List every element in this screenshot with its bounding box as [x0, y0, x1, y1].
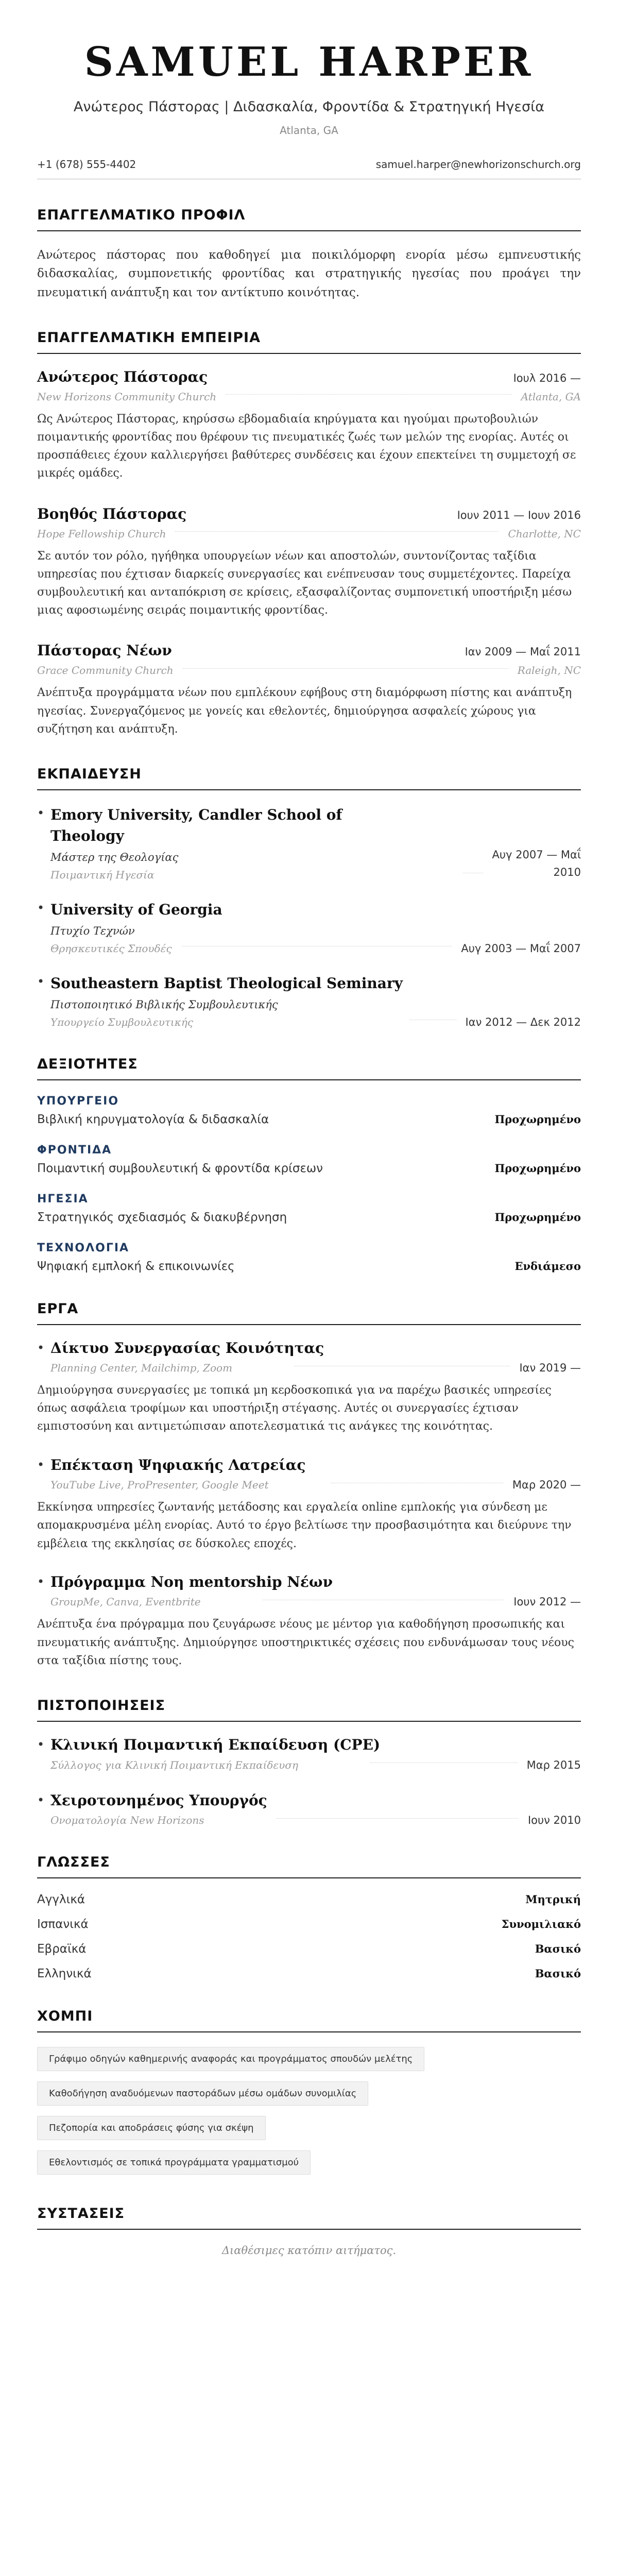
dotted-leader — [370, 1762, 518, 1763]
candidate-tagline: Ανώτερος Πάστορας | Διδασκαλία, Φροντίδα & Στρατηγική Ηγεσία — [73, 98, 545, 115]
project-name: Πρόγραμμα Nοη mentorship Νέων — [50, 1573, 333, 1590]
bullet-icon: • — [37, 1457, 45, 1472]
language-level: Μητρική — [525, 1893, 581, 1906]
skill-name: Στρατηγικός σχεδιασμός & διακυβέρνηση — [37, 1210, 287, 1224]
section-title: ΕΠΑΓΓΕΛΜΑΤΙΚΟ ΠΡΟΦΙΛ — [37, 207, 581, 231]
skill-level: Προχωρημένο — [494, 1210, 581, 1224]
language-name: Ισπανικά — [37, 1918, 89, 1931]
job-title: Βοηθός Πάστορας — [37, 505, 187, 522]
section-title: ΕΚΠΑΙΔΕΥΣΗ — [37, 766, 581, 790]
education-dates — [492, 846, 581, 881]
hobby-tag: Πεζοπορία και αποδράσεις φύσης για σκέψη — [37, 2116, 266, 2140]
language-name: Εβραϊκά — [37, 1942, 87, 1956]
certification-date: Ιουν 2010 — [527, 1814, 581, 1827]
section-title: ΣΥΣΤΑΣΕΙΣ — [37, 2206, 581, 2230]
language-level: Βασικό — [535, 1942, 581, 1956]
education-dates: Ιαν 2012 — Δεκ 2012 — [465, 1015, 581, 1028]
certifications-section — [37, 1698, 581, 1826]
skill-name: Βιβλική κηρυγματολογία & διδασκαλία — [37, 1112, 269, 1126]
profile-section — [37, 207, 581, 302]
project-dates: Ιαν 2019 — — [519, 1362, 581, 1375]
skill-group — [37, 1193, 581, 1224]
candidate-name: SAMUEL HARPER — [84, 39, 534, 86]
project-description: Ανέπτυξα ένα πρόγραμμα που ζευγάρωσε νέους με μέντορ για καθοδήγηση προσωπικής και πνευματικής ανάπτυξης. Δημιούργησε υποστηρικτικές σχέσεις που ενδυνάμωσαν τους νέους στα ταξίδια πίστης τους. — [37, 1618, 574, 1667]
certification-name: Κλινική Ποιμαντική Εκπαίδευση (CPE) — [50, 1736, 381, 1753]
skill-group — [37, 1095, 581, 1126]
phone-number[interactable]: +1 (678) 555-4402 — [37, 158, 136, 171]
degree: Μάστερ της Θεολογίας — [50, 851, 179, 864]
skill-level: Ενδιάμεσο — [514, 1259, 581, 1273]
job-organization: Hope Fellowship Church — [37, 527, 166, 540]
skill-level: Προχωρημένο — [494, 1112, 581, 1126]
job-organization: Grace Community Church — [37, 664, 174, 677]
field-of-study: Ποιμαντική Ηγεσία — [50, 869, 154, 882]
profile-text: Ανώτερος πάστορας που καθοδηγεί μια ποικιλόμορφη ενορία μέσω εμπνευστικής διδασκαλίας, συμπονετικής φροντίδας και στρατηγικής ηγεσίας που προάγει την πνευματική ανάπτυξη και τον αντίκτυπο κοινότητας. — [37, 248, 581, 299]
skill-category: ΦΡΟΝΤΙΔΑ — [37, 1143, 112, 1157]
school-name: Emory University, Candler School of Theology — [50, 806, 342, 844]
project-name: Δίκτυο Συνεργασίας Κοινότητας — [50, 1339, 324, 1357]
certification-entry — [37, 1792, 581, 1827]
hobby-tag: Εθελοντισμός σε τοπικά προγράμματα γραμματισμού — [37, 2150, 311, 2175]
school-name: University of Georgia — [50, 901, 222, 919]
dotted-leader — [183, 668, 508, 669]
skill-group — [37, 1144, 581, 1175]
section-title: ΕΡΓΑ — [37, 1301, 581, 1325]
language-name: Αγγλικά — [37, 1893, 85, 1907]
projects-section — [37, 1301, 581, 1670]
job-dates: Ιουν 2011 — Ιουν 2016 — [457, 509, 581, 521]
skill-category: ΤΕΧΝΟΛΟΓΙΑ — [37, 1241, 130, 1255]
project-tools: GroupMe, Canva, Eventbrite — [50, 1596, 201, 1608]
section-title: ΔΕΞΙΟΤΗΤΕΣ — [37, 1056, 581, 1080]
job-entry — [37, 642, 581, 738]
certification-date: Μαρ 2015 — [526, 1758, 581, 1771]
school-name: Southeastern Baptist Theological Seminary — [50, 974, 403, 992]
education-entry — [37, 805, 581, 881]
field-of-study: Υπουργείο Συμβουλευτικής — [50, 1015, 194, 1028]
job-title: Ανώτερος Πάστορας — [37, 368, 208, 385]
email-address[interactable]: samuel.harper@newhorizonschurch.org — [375, 158, 581, 171]
degree: Πιστοποιητικό Βιβλικής Συμβουλευτικής — [50, 998, 278, 1011]
education-entry — [37, 973, 581, 1028]
education-date-end: 2010 — [553, 866, 581, 878]
certification-name: Χειροτονημένος Υπουργός — [50, 1791, 267, 1809]
section-title: ΠΙΣΤΟΠΟΙΗΣΕΙΣ — [37, 1698, 581, 1722]
skill-name: Ψηφιακή εμπλοκή & επικοινωνίες — [37, 1259, 235, 1273]
bullet-icon: • — [37, 1574, 45, 1589]
bullet-icon: • — [37, 1737, 45, 1752]
candidate-location: Atlanta, GA — [280, 124, 338, 137]
references-note: Διαθέσιμες κατόπιν αιτήματος. — [221, 2244, 397, 2257]
job-description: Ως Ανώτερος Πάστορας, κηρύσσω εβδομαδιαία κηρύγματα και ηγούμαι πρωτοβουλιών ποιμαντικής φροντίδας που θρέφουν τις πνευματικές ζωές των μελών της ενορίας. Αυτές οι προσπάθειες έχουν καλλιεργήσει βαθύτερες συνδέσεις και έχουν επεκτείνει τη συμμετοχή σε μικρές ομάδες. — [37, 412, 576, 480]
project-description: Εκκίνησα υπηρεσίες ζωντανής μετάδοσης και εργαλεία online εμπλοκής για σύνδεση με απομακρυσμένα μέλη ενορίας. Αυτό το έργο βελτίωσε την προσβασιμότητα και διεύρυνε την εμβέλεια της εκκλησίας σε δύσκολες εποχές. — [37, 1501, 572, 1550]
job-dates: Ιουλ 2016 — — [513, 371, 581, 384]
job-location: Atlanta, GA — [521, 390, 581, 403]
skill-category: ΗΓΕΣΙΑ — [37, 1192, 89, 1206]
job-description: Ανέπτυξα προγράμματα νέων που εμπλέκουν εφήβους στη διαμόρφωση πίστης και ανάπτυξη ηγεσίας. Συνεργαζόμενος με γονείς και εθελοντές, δημιούργησα ασφαλείς χώρους για συζήτηση και ανάπτυξη. — [37, 686, 572, 736]
section-title: ΧΟΜΠΙ — [37, 2008, 581, 2032]
skill-category: ΥΠΟΥΡΓΕΙΟ — [37, 1094, 119, 1108]
contact-row — [37, 158, 581, 179]
job-location: Charlotte, NC — [508, 527, 581, 540]
references-section — [37, 2206, 581, 2257]
certification-issuer: Σύλλογος για Κλινική Ποιμαντική Εκπαίδευση — [50, 1758, 298, 1771]
project-tools: YouTube Live, ProPresenter, Google Meet — [50, 1479, 269, 1492]
education-date-start: Αυγ 2007 — Μαΐ — [492, 849, 581, 861]
dotted-leader — [226, 394, 511, 395]
job-entry — [37, 505, 581, 620]
language-row — [37, 1942, 581, 1956]
project-tools: Planning Center, Mailchimp, Zoom — [50, 1362, 233, 1375]
degree: Πτυχίο Τεχνών — [50, 924, 135, 937]
language-name: Ελληνικά — [37, 1967, 92, 1981]
experience-section — [37, 330, 581, 738]
skills-section — [37, 1056, 581, 1273]
bullet-icon: • — [37, 1340, 45, 1355]
job-entry — [37, 368, 581, 483]
skill-name: Ποιμαντική συμβουλευτική & φροντίδα κρίσεων — [37, 1161, 323, 1175]
language-level: Συνομιλιακό — [501, 1918, 581, 1931]
education-entry — [37, 900, 581, 955]
project-entry — [37, 1340, 581, 1436]
hobby-tag: Γράφιμο οδηγών καθημερινής αναφοράς και προγράμματος σπουδών μελέτης — [37, 2047, 424, 2071]
hobbies-section — [37, 2008, 581, 2185]
job-title: Πάστορας Νέων — [37, 642, 172, 659]
job-organization: New Horizons Community Church — [37, 390, 217, 403]
job-location: Raleigh, NC — [517, 664, 581, 677]
dotted-leader — [175, 531, 499, 532]
project-entry — [37, 1573, 581, 1670]
project-name: Επέκταση Ψηφιακής Λατρείας — [50, 1456, 306, 1473]
bullet-icon: • — [37, 974, 45, 989]
language-row — [37, 1918, 581, 1931]
certification-issuer: Ονοματολογία New Horizons — [50, 1814, 204, 1827]
language-row — [37, 1967, 581, 1980]
project-description: Δημιούργησα συνεργασίες με τοπικά μη κερδοσκοπικά για να παρέχω βασικές υπηρεσίες όπως ασφάλεια τροφίμων και υποστήριξη στέγασης. Αυτές οι συνεργασίες έχτισαν εμπιστοσύνη και αντιμετώπισαν αποτελεσματικά τις ανάγκες της κοινότητας. — [37, 1384, 552, 1433]
project-entry — [37, 1456, 581, 1553]
skill-group — [37, 1242, 581, 1273]
project-dates: Μαρ 2020 — — [512, 1479, 581, 1492]
dotted-leader — [277, 1818, 519, 1819]
hobby-tag: Καθοδήγηση αναδυόμενων παστοράδων μέσω ομάδων συνομιλίας — [37, 2081, 368, 2106]
education-section — [37, 766, 581, 1028]
job-description: Σε αυτόν τον ρόλο, ηγήθηκα υπουργείων νέων και αποστολών, συντονίζοντας ταξίδια υπηρεσίας που έχτισαν διαρκείς συνεργασίες και ενέπνευσαν τους συμμετέχοντες. Παρείχα συμβουλευτική και ανταπόκριση σε κρίσεις, εξασφαλίζοντας συμπονετική υποστήριξη μέσω μιας αφοσιωμένης σειράς ποιμαντικής φροντίδας. — [37, 549, 572, 617]
project-dates: Ιουν 2012 — — [513, 1596, 581, 1608]
languages-section — [37, 1854, 581, 1980]
language-row — [37, 1893, 581, 1906]
bullet-icon: • — [37, 1792, 45, 1807]
certification-entry — [37, 1736, 581, 1771]
education-dates: Αυγ 2003 — Μαΐ 2007 — [461, 942, 581, 955]
field-of-study: Θρησκευτικές Σπουδές — [50, 942, 172, 955]
bullet-icon: • — [37, 901, 45, 916]
section-title: ΕΠΑΓΓΕΛΜΑΤΙΚΗ ΕΜΠΕΙΡΙΑ — [37, 330, 581, 354]
job-dates: Ιαν 2009 — Μαΐ 2011 — [465, 646, 581, 658]
section-title: ΓΛΩΣΣΕΣ — [37, 1854, 581, 1878]
skill-level: Προχωρημένο — [494, 1161, 581, 1175]
bullet-icon: • — [37, 805, 45, 820]
language-level: Βασικό — [535, 1967, 581, 1980]
